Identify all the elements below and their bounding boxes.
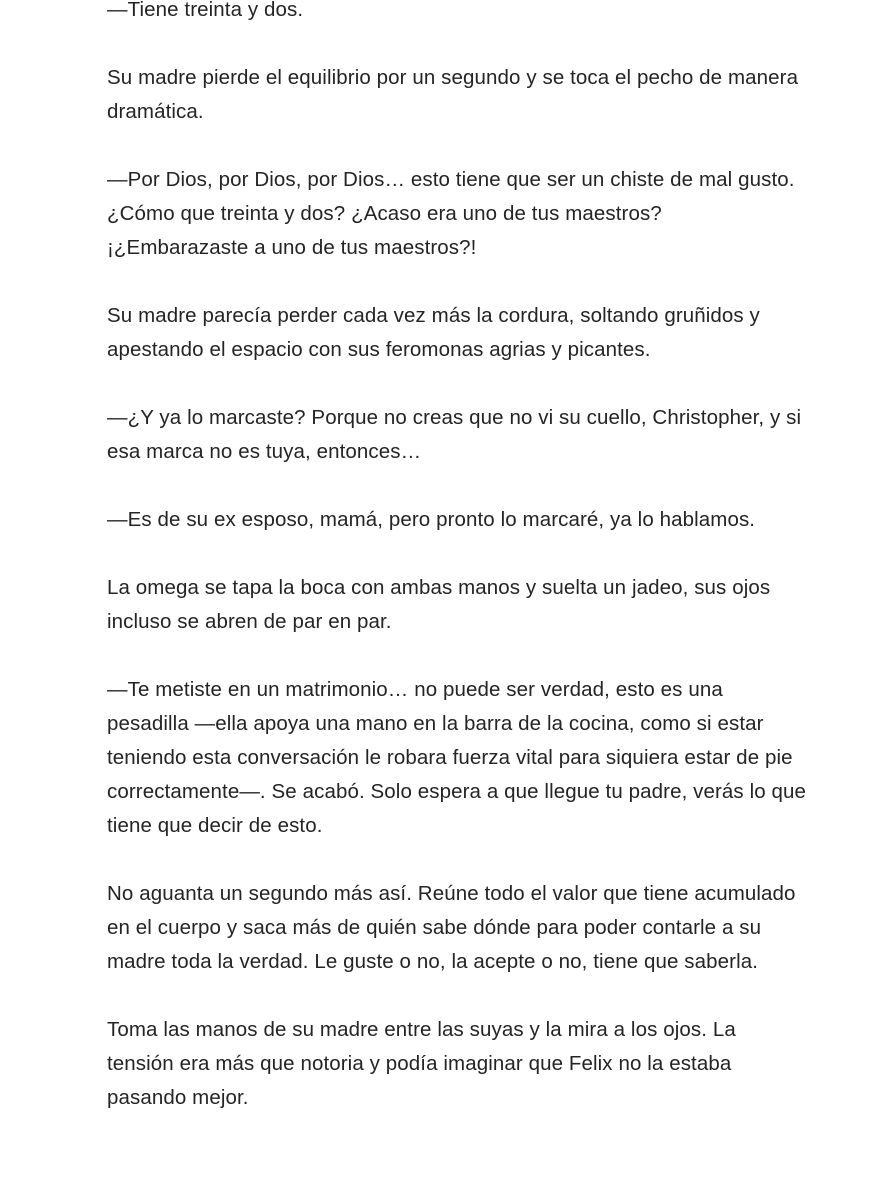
paragraph: —¿Y ya lo marcaste? Porque no creas que no vi su cuello, Christopher, y si esa marca no es tuya, entonces…: [107, 406, 802, 463]
story-text: [107, 0, 807, 1115]
paragraph: Su madre pierde el equilibrio por un segundo y se toca el pecho de manera dramática.: [107, 66, 799, 123]
paragraph: Su madre parecía perder cada vez más la cordura, soltando gruñidos y apestando el espacio con sus feromonas agrias y picantes.: [107, 304, 760, 361]
paragraph: —Es de su ex esposo, mamá, pero pronto lo marcaré, ya lo hablamos.: [107, 508, 756, 531]
paragraph: Toma las manos de su madre entre las suyas y la mira a los ojos. La tensión era más que notoria y podía imaginar que Felix no la estaba pasando mejor.: [107, 1018, 736, 1109]
paragraph: —Tiene treinta y dos.: [107, 0, 304, 21]
paragraph: No aguanta un segundo más así. Reúne todo el valor que tiene acumulado en el cuerpo y saca más de quién sabe dónde para poder contarle a su madre toda la verdad. Le guste o no, la acepte o no, tiene que saberla.: [107, 882, 796, 973]
paragraph: —Te metiste en un matrimonio… no puede ser verdad, esto es una pesadilla —ella apoya una mano en la barra de la cocina, como si estar teniendo esta conversación le robara fuerza vital para siquiera estar de pie correctamente—. Se acabó. Solo espera a que llegue tu padre, verás lo que tiene que decir de esto.: [107, 678, 807, 837]
paragraph: La omega se tapa la boca con ambas manos y suelta un jadeo, sus ojos incluso se abren de par en par.: [107, 576, 771, 633]
paragraph: —Por Dios, por Dios, por Dios… esto tiene que ser un chiste de mal gusto. ¿Cómo que treinta y dos? ¿Acaso era uno de tus maestros? ¡¿Embarazaste a uno de tus maestros?!: [107, 168, 795, 259]
